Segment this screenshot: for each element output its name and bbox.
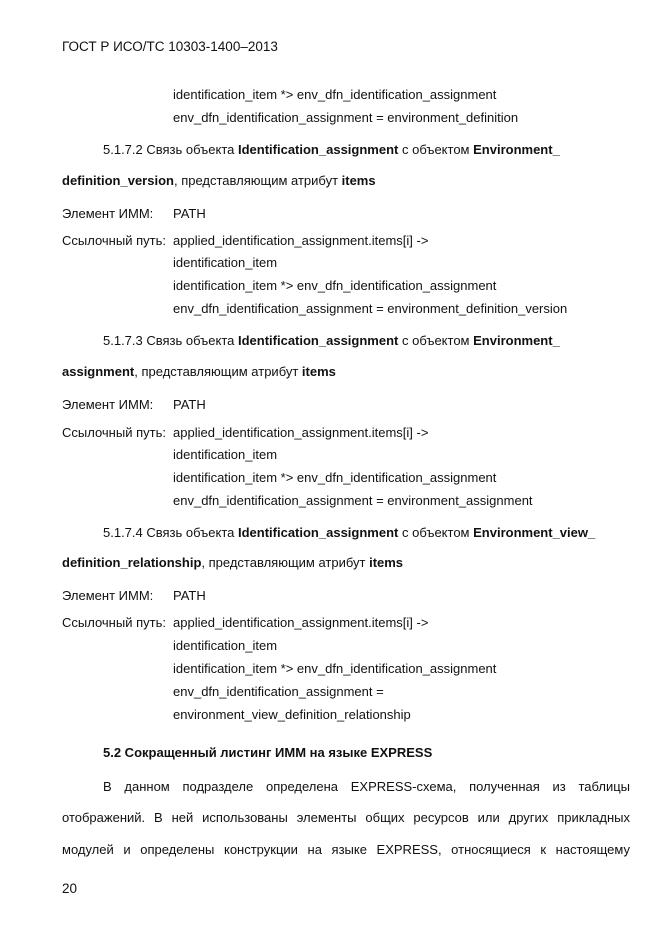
ref-path-line: env_dfn_identification_assignment = environment_assignment — [173, 493, 533, 508]
entity-name: definition_relationship — [62, 555, 202, 570]
ref-path-line: identification_item — [173, 255, 278, 270]
ref-path-label: Ссылочный путь: — [62, 615, 166, 630]
clause-5174-heading-cont — [62, 555, 403, 571]
ref-path-line: identification_item *> env_dfn_identification_assignment — [173, 661, 497, 676]
clause-number: 5.1.7.2 Связь объекта — [103, 142, 238, 157]
element-value: PATH — [173, 588, 206, 603]
entity-name: assignment — [62, 364, 135, 379]
ref-path-line: applied_identification_assignment.items[i] -> — [173, 425, 429, 440]
clause-5174-heading — [103, 525, 595, 541]
entity-name: Environment_ — [473, 142, 560, 157]
ref-path-line: env_dfn_identification_assignment = — [173, 684, 384, 699]
body-paragraph-line: отображений. В ней использованы элементы общих ресурсов или других прикладных — [62, 810, 630, 825]
ref-path-label: Ссылочный путь: — [62, 425, 166, 440]
section-5-2-heading: 5.2 Сокращенный листинг ИММ на языке EXPRESS — [103, 745, 433, 760]
ref-path-label: Ссылочный путь: — [62, 233, 166, 248]
clause-5173-heading-cont — [62, 364, 336, 380]
entity-name: Identification_assignment — [237, 333, 399, 348]
entity-name: definition_version — [62, 173, 174, 188]
ref-path-line: applied_identification_assignment.items[i] -> — [173, 233, 429, 248]
ref-path-line: identification_item *> env_dfn_identification_assignment — [173, 278, 497, 293]
ref-path-line: environment_view_definition_relationship — [173, 707, 411, 722]
clause-text: , представляющим атрибут — [201, 555, 370, 570]
attribute-name: items — [369, 555, 404, 570]
ref-path-line: identification_item — [173, 447, 278, 462]
attribute-name: items — [341, 173, 376, 188]
entity-name: Environment_ — [473, 333, 560, 348]
ref-path-line: identification_item — [173, 638, 278, 653]
ref-path-line: env_dfn_identification_assignment = environment_definition_version — [173, 301, 568, 316]
element-label: Элемент ИММ: — [62, 397, 154, 412]
clause-text: , представляющим атрибут — [173, 173, 342, 188]
clause-text: с объектом — [398, 142, 474, 157]
entity-name: Identification_assignment — [237, 525, 399, 540]
element-value: PATH — [173, 397, 206, 412]
element-label: Элемент ИММ: — [62, 588, 154, 603]
clause-text: с объектом — [398, 525, 474, 540]
clause-text: , представляющим атрибут — [134, 364, 302, 379]
clause-5172-heading — [103, 142, 560, 158]
ref-path-line: identification_item *> env_dfn_identification_assignment — [173, 87, 497, 102]
entity-name: Environment_view_ — [473, 525, 596, 540]
ref-path-line: env_dfn_identification_assignment = environment_definition — [173, 110, 519, 125]
entity-name: Identification_assignment — [237, 142, 399, 157]
clause-5173-heading — [103, 333, 560, 349]
clause-text: с объектом — [398, 333, 474, 348]
clause-5172-heading-cont — [62, 173, 376, 189]
element-value: PATH — [173, 206, 206, 221]
body-paragraph-line: модулей и определены конструкции на языке EXPRESS, относящиеся к настоящему — [62, 842, 630, 857]
clause-number: 5.1.7.4 Связь объекта — [103, 525, 238, 540]
body-paragraph-line: В данном подразделе определена EXPRESS-схема, полученная из таблицы — [103, 779, 630, 794]
ref-path-line: applied_identification_assignment.items[i] -> — [173, 615, 429, 630]
attribute-name: items — [301, 364, 336, 379]
ref-path-line: identification_item *> env_dfn_identification_assignment — [173, 470, 497, 485]
element-label: Элемент ИММ: — [62, 206, 154, 221]
document-header: ГОСТ Р ИСО/ТС 10303-1400–2013 — [62, 39, 278, 54]
page-number: 20 — [62, 881, 78, 896]
clause-number: 5.1.7.3 Связь объекта — [103, 333, 238, 348]
